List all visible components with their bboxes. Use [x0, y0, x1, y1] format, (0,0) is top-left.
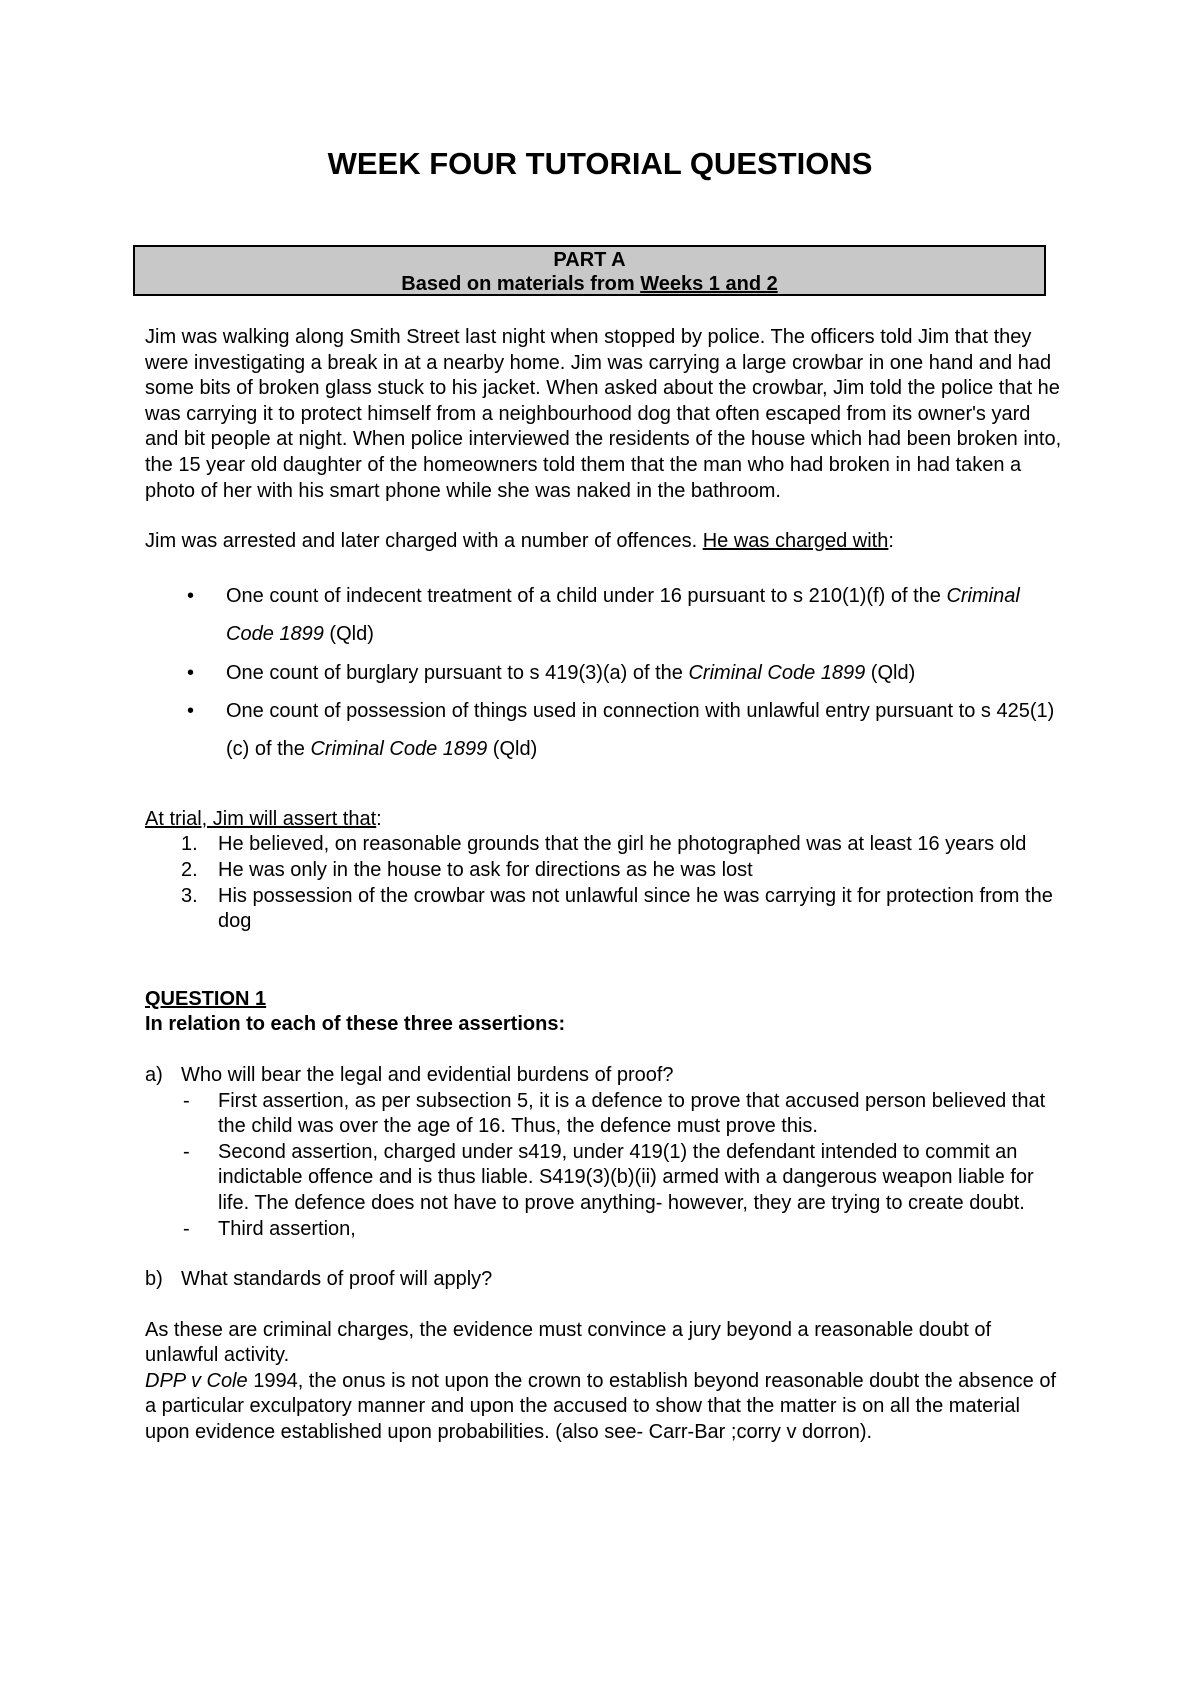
part-a-subtitle — [135, 272, 1044, 296]
dash-icon: - — [183, 1140, 190, 1163]
statute-name: Criminal Code 1899 — [226, 584, 1020, 646]
answer-text: First assertion, as per subsection 5, it is a defence to prove that accused person believed that the child was over the age of 16. Thus, the defence must prove this. — [218, 1089, 1046, 1138]
answer-paragraph-2-text: 1994, the onus is not upon the crown to establish beyond reasonable doubt the absence of a particular exculpatory manner and upon the accused to show that the matter is on all the material upon evidence established upon probabilities. (also see- Carr-Bar ;corry v dorron). — [145, 1369, 1056, 1444]
assertion-text: He was only in the house to ask for directions as he was lost — [218, 858, 753, 881]
assertion-text: His possession of the crowbar was not unlawful since he was carrying it for protection from the dog — [218, 884, 1053, 933]
part-a-subtitle-prefix: Based on materials from — [401, 273, 641, 295]
question-a-key: a) — [145, 1063, 163, 1086]
list-number: 2. — [181, 858, 198, 881]
part-a-box — [133, 245, 1046, 296]
list-item — [145, 884, 1065, 935]
charge-text: One count of indecent treatment of a child under 16 pursuant to s 210(1)(f) of the — [226, 584, 947, 607]
arrest-suffix: : — [888, 530, 894, 553]
answer-text: Second assertion, charged under s419, under 419(1) the defendant intended to commit an indictable offence and is thus liable. S419(3)(b)(ii) armed with a dangerous weapon liable for life. The defence does not have to prove anything- however, they are trying to create doubt. — [218, 1140, 1034, 1214]
question-1-heading: QUESTION 1 — [145, 987, 267, 1010]
page-title: WEEK FOUR TUTORIAL QUESTIONS — [327, 146, 873, 181]
charge-jurisdiction: (Qld) — [323, 623, 374, 646]
question-b — [145, 1267, 1065, 1293]
list-number: 1. — [181, 833, 198, 856]
list-item — [145, 1140, 1065, 1217]
bullet-icon: • — [187, 661, 195, 684]
question-b-text: What standards of proof will apply? — [181, 1268, 493, 1291]
statute-name: Criminal Code 1899 — [310, 738, 488, 761]
assertions-list — [145, 832, 1065, 934]
charge-jurisdiction: (Qld) — [865, 661, 916, 684]
list-number: 3. — [181, 884, 198, 907]
answer-paragraph-2 — [145, 1369, 1065, 1446]
list-item — [145, 692, 1065, 769]
trial-heading-text: At trial, Jim will assert that — [145, 807, 377, 830]
charge-text: One count of possession of things used in connection with unlawful entry pursuant to s 425(1)(c) of the — [226, 699, 1055, 761]
assertion-text: He believed, on reasonable grounds that the girl he photographed was at least 16 years old — [218, 833, 1027, 856]
document-body — [145, 325, 1065, 1446]
list-item — [145, 1217, 1065, 1243]
case-name: DPP v Cole — [145, 1369, 248, 1392]
charge-text: One count of burglary pursuant to s 419(3)(a) of the — [226, 661, 689, 684]
arrest-text: Jim was arrested and later charged with a number of offences. — [145, 530, 703, 553]
bullet-icon: • — [187, 699, 195, 722]
dash-icon: - — [183, 1217, 190, 1240]
part-a-label: PART A — [553, 249, 626, 271]
question-a-text: Who will bear the legal and evidential burdens of proof? — [181, 1063, 674, 1086]
list-item — [145, 1089, 1065, 1140]
list-item — [145, 832, 1065, 858]
answers-a-list — [145, 1089, 1065, 1243]
question-1-subheading: In relation to each of these three assertions: — [145, 1013, 566, 1036]
charge-jurisdiction: (Qld) — [487, 738, 538, 761]
list-item — [145, 577, 1065, 654]
trial-heading-suffix: : — [376, 807, 382, 830]
answer-paragraph-1: As these are criminal charges, the evidence must convince a jury beyond a reasonable doubt of unlawful activity. — [145, 1318, 992, 1367]
bullet-icon: • — [187, 584, 195, 607]
statute-name: Criminal Code 1899 — [688, 661, 866, 684]
arrest-paragraph — [145, 529, 1065, 555]
question-a — [145, 1063, 1065, 1089]
list-item — [145, 654, 1065, 692]
charged-with-label: He was charged with — [702, 530, 889, 553]
scenario-paragraph: Jim was walking along Smith Street last night when stopped by police. The officers told Jim that they were investigating a break in at a nearby home. Jim was carrying a large crowbar in one hand and had some bits of broken glass stuck to his jacket. When asked about the crowbar, Jim told the police that he was carrying it to protect himself from a neighbourhood dog that often escaped from its owner's yard and bit people at night. When police interviewed the residents of the house which had been broken into, the 15 year old daughter of the homeowners told them that the man who had broken in had taken a photo of her with his smart phone while she was naked in the bathroom. — [145, 326, 1062, 502]
question-b-key: b) — [145, 1268, 163, 1291]
trial-heading — [145, 807, 1065, 833]
charges-list — [145, 577, 1065, 769]
list-item — [145, 858, 1065, 884]
answer-text: Third assertion, — [218, 1217, 356, 1240]
part-a-weeks: Weeks 1 and 2 — [640, 273, 778, 295]
dash-icon: - — [183, 1089, 190, 1112]
